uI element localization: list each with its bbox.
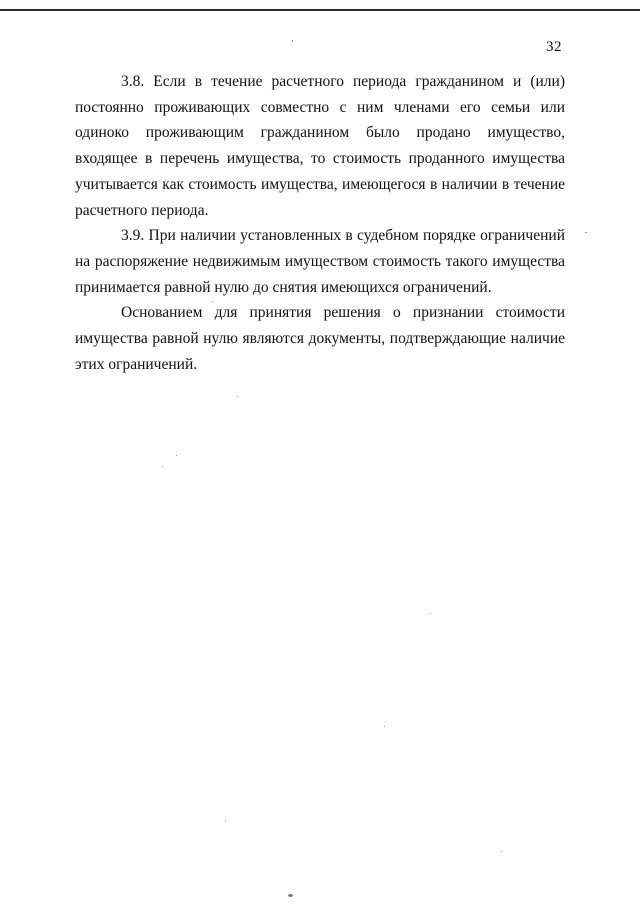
scan-top-rule [0, 9, 640, 11]
paragraph-3-9: 3.9. При наличии установленных в судебном порядке ограничений на распоряжение недвижимым имуществом стоимость такого имущества принимается равной нулю до снятия имеющихся ограничений. [75, 227, 565, 296]
paragraph-3-8: 3.8. Если в течение расчетного периода гражданином и (или) постоянно проживающих совместно с ним членами его семьи или одиноко проживающим гражданином было продано имущество, входящее в перечень имущества, то стоимость проданного имущества учитывается как стоимость имущества, имеющегося в наличии в течение расчетного периода. [75, 73, 565, 219]
scan-speck [162, 466, 163, 467]
scan-speck [225, 820, 226, 821]
scan-speck [384, 726, 385, 727]
scan-speck [292, 40, 293, 42]
scan-speck [288, 894, 293, 897]
scan-speck [585, 232, 587, 233]
document-body [75, 69, 565, 377]
scan-speck [430, 613, 431, 614]
scan-speck [237, 396, 238, 397]
scan-speck [212, 301, 213, 302]
scan-speck [176, 455, 177, 456]
scan-speck [501, 851, 502, 852]
paragraph-basis: Основанием для принятия решения о признании стоимости имущества равной нулю являются документы, подтверждающие наличие этих ограничений. [75, 304, 565, 373]
page-number: 32 [546, 39, 562, 55]
